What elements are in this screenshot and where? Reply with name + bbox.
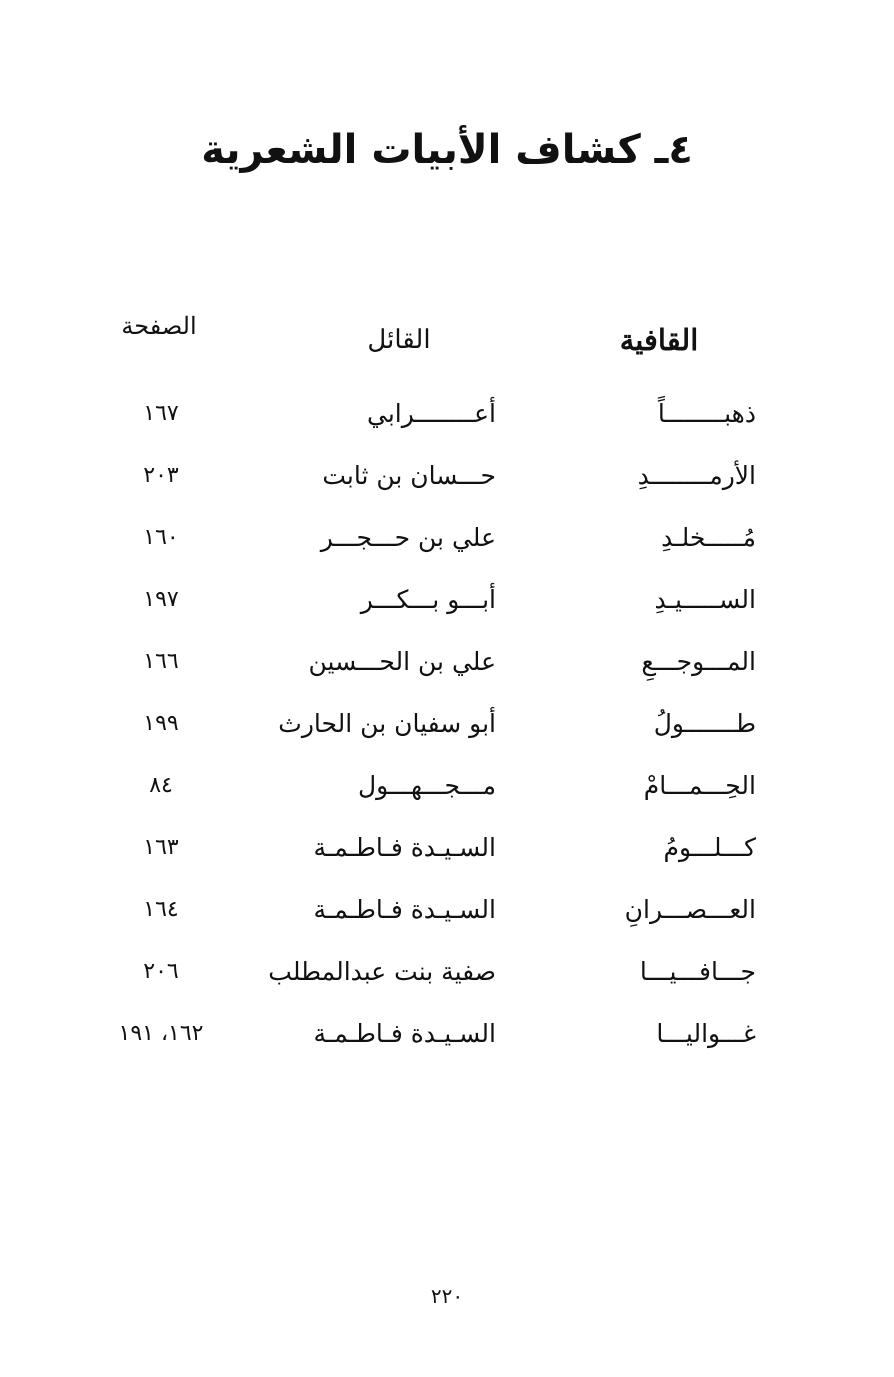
- rhyme-cell: كـــلـــومُ: [663, 832, 756, 862]
- table-row: [0, 940, 894, 1002]
- speaker-cell: علي بن الحـــسين: [308, 646, 496, 676]
- page-cell: ١٦٢، ١٩١: [118, 1020, 204, 1046]
- page-number: ٢٢٠: [430, 1284, 464, 1308]
- page-cell: ١٦٣: [143, 834, 179, 860]
- verse-index-table: [0, 308, 894, 1064]
- header-speaker: القائل: [367, 325, 431, 355]
- speaker-cell: السـيـدة فـاطـمـة: [313, 1018, 496, 1048]
- table-row: [0, 382, 894, 444]
- page-cell: ١٩٧: [143, 586, 179, 612]
- header-page: الصفحة: [121, 312, 197, 340]
- page-cell: ١٦٧: [143, 400, 179, 426]
- page-cell: ٢٠٣: [143, 462, 179, 488]
- speaker-cell: السـيـدة فـاطـمـة: [313, 894, 496, 924]
- speaker-cell: أبو سفيان بن الحارث: [278, 708, 496, 738]
- table-row: [0, 1002, 894, 1064]
- page-cell: ١٦٤: [143, 896, 179, 922]
- speaker-cell: السـيـدة فـاطـمـة: [313, 832, 496, 862]
- table-header-row: [0, 308, 894, 372]
- speaker-cell: مـــجـــهـــول: [357, 770, 496, 800]
- rhyme-cell: الســـــيـدِ: [654, 584, 756, 614]
- table-row: [0, 568, 894, 630]
- page-cell: ١٦٦: [143, 648, 179, 674]
- table-row: [0, 816, 894, 878]
- table-row: [0, 506, 894, 568]
- rhyme-cell: طـــــــولُ: [653, 708, 756, 738]
- page-cell: ١٦٠: [143, 524, 179, 550]
- page-cell: ٨٤: [149, 772, 173, 798]
- rhyme-cell: الحِـــمـــامْ: [643, 770, 756, 800]
- page-cell: ٢٠٦: [143, 958, 179, 984]
- rhyme-cell: الأرمــــــــدِ: [637, 460, 756, 490]
- rhyme-cell: المـــوجـــعِ: [641, 646, 756, 676]
- table-row: [0, 754, 894, 816]
- speaker-cell: صفية بنت عبدالمطلب: [268, 956, 496, 986]
- rhyme-cell: مُـــــخلـدِ: [661, 522, 756, 552]
- page-title: ٤ـ كشاف الأبيات الشعرية: [201, 127, 693, 173]
- speaker-cell: أعــــــــرابي: [367, 398, 496, 428]
- rhyme-cell: غـــواليـــا: [656, 1018, 756, 1048]
- header-rhyme: القافية: [619, 323, 699, 357]
- table-row: [0, 444, 894, 506]
- speaker-cell: أبـــو بـــكـــر: [360, 584, 496, 614]
- page-cell: ١٩٩: [143, 710, 179, 736]
- speaker-cell: علي بن حـــجـــر: [320, 522, 496, 552]
- speaker-cell: حـــسان بن ثابت: [322, 460, 496, 490]
- table-row: [0, 630, 894, 692]
- rhyme-cell: العـــصـــرانِ: [624, 894, 756, 924]
- rhyme-cell: جـــافـــيـــا: [639, 956, 756, 986]
- table-row: [0, 878, 894, 940]
- rhyme-cell: ذهبــــــــاً: [657, 398, 756, 428]
- table-row: [0, 692, 894, 754]
